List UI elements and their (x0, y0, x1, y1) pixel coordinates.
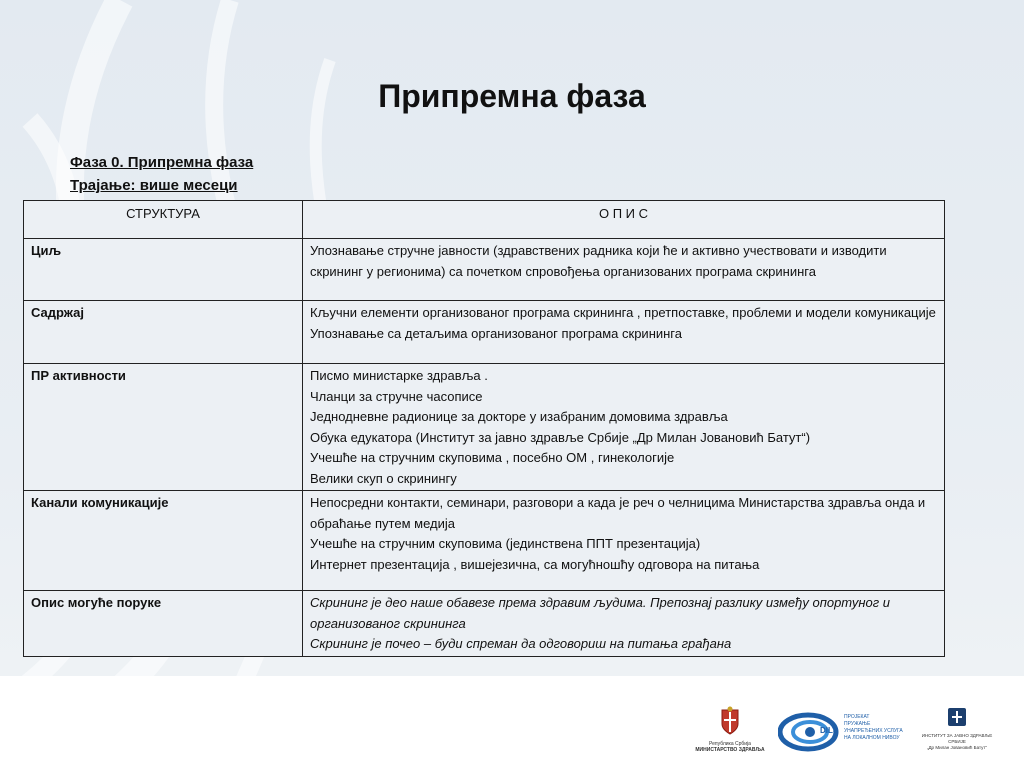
ministry-logo-line1: Република Србија (709, 741, 751, 747)
row-label: Канали комуникације (24, 491, 303, 591)
description-line: Обука едукатора (Институт за јавно здравље Србије „Др Милан Јовановић Батут“) (310, 429, 811, 445)
table-row (24, 239, 945, 301)
description-line: Скрининг је почео – буди спреман да одговориш на питања грађана (310, 636, 732, 651)
page-title: Припремна фаза (378, 78, 646, 114)
institute-logo (914, 706, 1000, 751)
dils-text (844, 714, 903, 742)
dils-logo (778, 712, 908, 756)
table-header-row (24, 201, 945, 239)
row-description (303, 301, 945, 364)
ministry-logo (694, 706, 766, 753)
description-line: Непосредни контакти, семинари, разговори а када је реч о челницима Министарства здравља онда и обраћање путем медија (310, 495, 926, 531)
row-label: Циљ (24, 239, 303, 301)
table-row (24, 301, 945, 364)
description-line: Писмо министарке здравља . (310, 368, 488, 383)
row-description (303, 239, 945, 301)
dils-line2: ПРУЖАЊЕ (844, 721, 871, 727)
table-row (24, 591, 945, 657)
dils-line3: УНАПРЕЂЕНИХ УСЛУГА (844, 728, 903, 734)
description-line: Учешће на стручним скуповима , посебно ОМ , гинекологије (310, 450, 675, 465)
serbia-coat-of-arms-icon (694, 706, 766, 736)
structure-table (23, 200, 945, 657)
row-description (303, 591, 945, 657)
description-line: Упознавање стручне јавности (здравствених радника који ће и активно учествовати и изводити скрининг у регионима) са почетком спровођења организованих програма скрининга (310, 243, 887, 279)
row-label: Опис могуће поруке (24, 591, 303, 657)
dils-line4: НА ЛОКАЛНОМ НИВОУ (844, 735, 900, 741)
dils-line1: ПРОЈЕКАТ (844, 714, 870, 720)
table-row (24, 491, 945, 591)
description-line: Чланци за стручне часописе (310, 388, 483, 404)
row-label: Садржај (24, 301, 303, 364)
row-description (303, 364, 945, 491)
table-row (24, 364, 945, 491)
description-line: Скрининг је део наше обавезе према здравим људима. Препознај разлику између опортуног и организованог скрининга (310, 595, 890, 631)
phase-label: Фаза 0. Припремна фаза (70, 154, 254, 171)
description-line: Интернет презентација , вишејезична, са могућношћу одговора на питања (310, 556, 760, 572)
duration-label: Трајање: више месеци (70, 177, 238, 194)
dils-abbr: DILS (820, 726, 839, 735)
description-line: Кључни елементи организованог програма скрининга , претпоставке, проблеми и модели комуникације (310, 305, 936, 320)
description-line: Велики скуп о скринингу (310, 470, 457, 486)
row-label: ПР активности (24, 364, 303, 491)
footer-logos (0, 690, 1024, 768)
header-description: О П И С (303, 201, 945, 239)
ministry-logo-line2: МИНИСТАРСТВО ЗДРАВЉА (695, 747, 765, 753)
row-description (303, 491, 945, 591)
description-line: Једнодневне радионице за докторе у изабраним домовима здравља (310, 409, 728, 424)
institute-emblem-icon (914, 706, 1000, 728)
institute-line1: ИНСТИТУТ ЗА ЈАВНО ЗДРАВЉЕ СРБИЈЕ (921, 733, 993, 744)
institute-line2: „Др Милан Јовановић Батут“ (927, 745, 987, 750)
phase-info (70, 151, 253, 197)
description-line: Упознавање са детаљима организованог програма скрининга (310, 325, 682, 341)
description-line: Учешће на стручним скуповима (јединствена ППТ презентација) (310, 536, 701, 551)
header-structure: СТРУКТУРА (24, 201, 303, 239)
